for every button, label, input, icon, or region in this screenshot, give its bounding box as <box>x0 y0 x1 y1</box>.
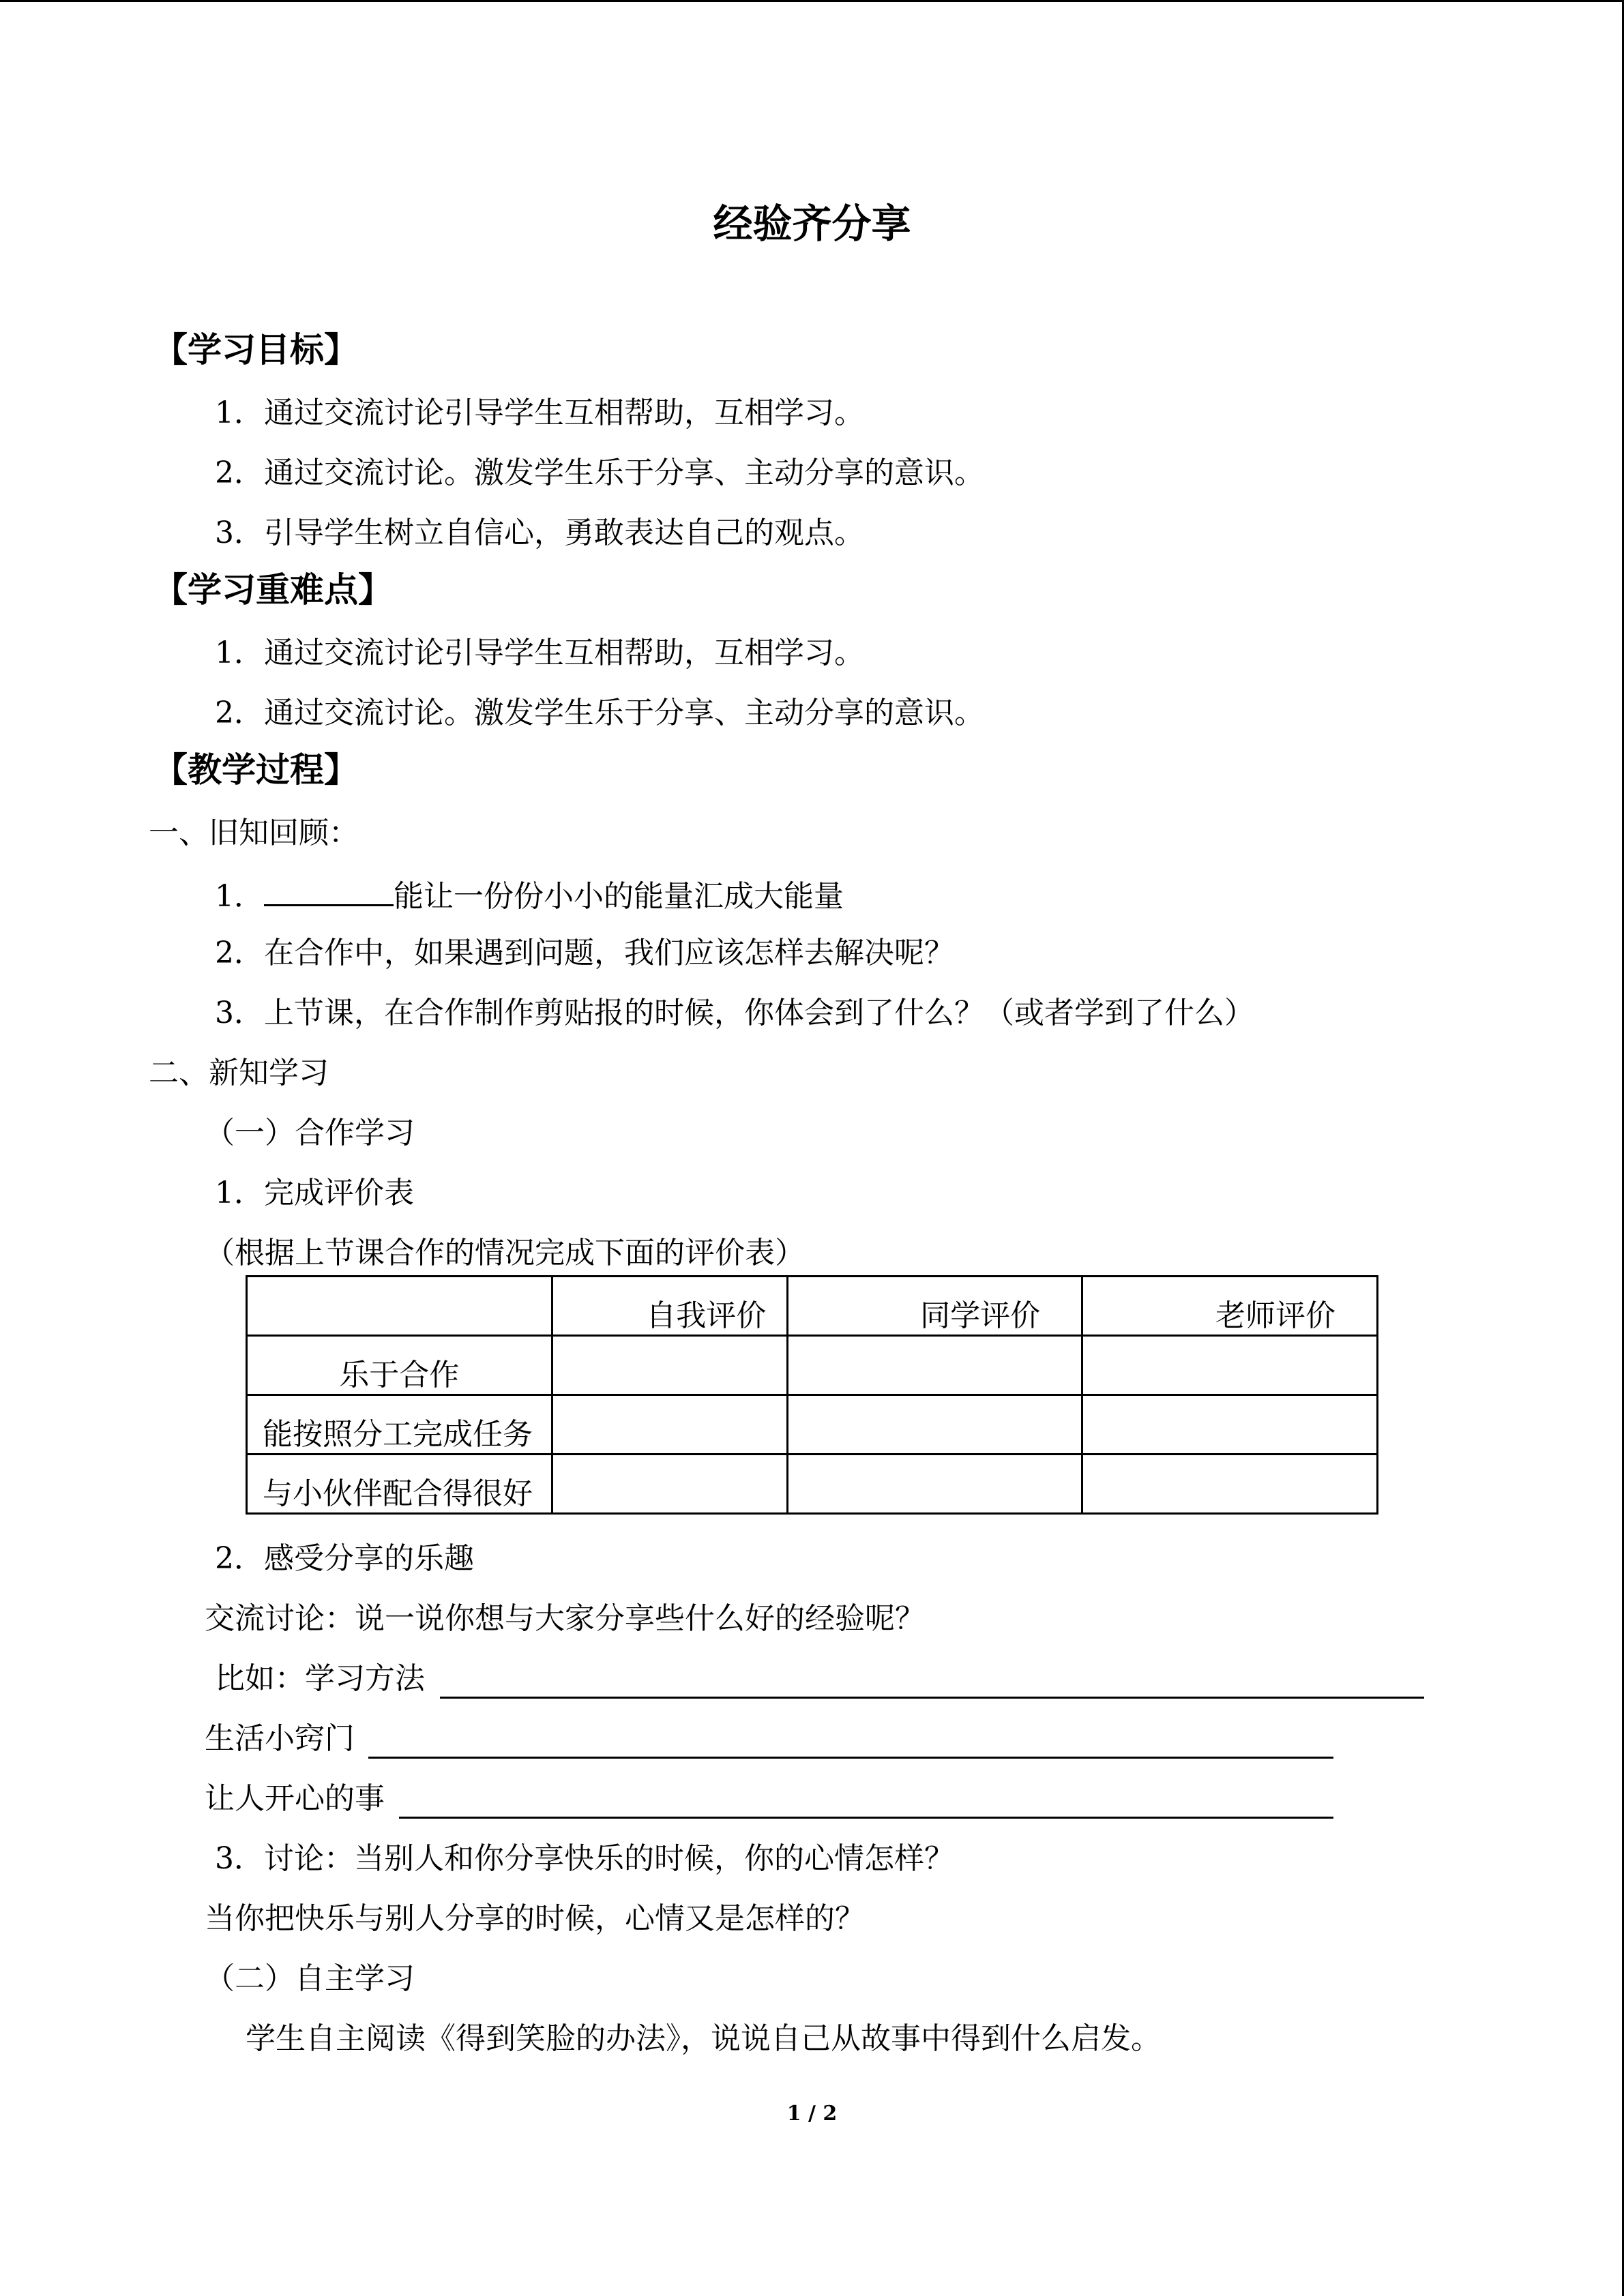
table-row <box>247 1395 1378 1455</box>
cooperative-learning-heading: （一）合作学习 <box>205 1116 415 1150</box>
example-study-methods: 比如：学习方法 <box>215 1661 425 1696</box>
discussion-prompt: 交流讨论：说一说你想与大家分享些什么好的经验呢？ <box>205 1601 925 1636</box>
new-knowledge-heading: 二、新知学习 <box>149 1056 329 1090</box>
evaluation-note: （根据上节课合作的情况完成下面的评价表） <box>205 1236 805 1270</box>
table-cell-self[interactable] <box>552 1455 788 1514</box>
review-question-1-number: 1． <box>215 879 264 914</box>
goal-item-3: 3．引导学生树立自信心，勇敢表达自己的观点。 <box>215 516 864 550</box>
page-number: 1 / 2 <box>786 2102 838 2126</box>
review-question-3: 3．上节课，在合作制作剪贴报的时候，你体会到了什么？（或者学到了什么） <box>215 996 1254 1030</box>
goal-item-2: 2．通过交流讨论。激发学生乐于分享、主动分享的意识。 <box>215 456 984 490</box>
example-happy-things: 让人开心的事 <box>205 1781 385 1816</box>
table-cell-teacher[interactable] <box>1082 1395 1378 1455</box>
key-point-2: 2．通过交流讨论。激发学生乐于分享、主动分享的意识。 <box>215 696 984 730</box>
table-cell-teacher[interactable] <box>1082 1455 1378 1514</box>
evaluation-item: 1．完成评价表 <box>215 1176 414 1210</box>
key-points-heading: 【学习重难点】 <box>153 570 392 610</box>
table-row <box>247 1336 1378 1395</box>
table-row-label: 能按照分工完成任务 <box>247 1395 552 1455</box>
discussion-question-3: 3．讨论：当别人和你分享快乐的时候，你的心情怎样？ <box>215 1841 954 1876</box>
key-point-1: 1．通过交流讨论引导学生互相帮助，互相学习。 <box>215 636 864 670</box>
review-question-2: 2．在合作中，如果遇到问题，我们应该怎样去解决呢？ <box>215 936 954 970</box>
self-learning-heading: （二）自主学习 <box>205 1961 415 1996</box>
table-header-blank <box>247 1277 552 1336</box>
table-header-row <box>247 1277 1378 1336</box>
table-header-teacher: 老师评价 <box>1082 1277 1378 1336</box>
example-study-methods-blank[interactable] <box>440 1697 1424 1699</box>
goal-item-1: 1．通过交流讨论引导学生互相帮助，互相学习。 <box>215 396 864 430</box>
table-cell-teacher[interactable] <box>1082 1336 1378 1395</box>
table-cell-peer[interactable] <box>788 1336 1082 1395</box>
review-heading: 一、旧知回顾： <box>149 816 359 850</box>
table-cell-self[interactable] <box>552 1395 788 1455</box>
table-row-label: 乐于合作 <box>247 1336 552 1395</box>
review-question-1-text: 能让一份份小小的能量汇成大能量 <box>394 879 844 914</box>
self-learning-text: 学生自主阅读《得到笑脸的办法》，说说自己从故事中得到什么启发。 <box>246 2021 1161 2056</box>
table-header-self: 自我评价 <box>552 1277 788 1336</box>
goals-heading: 【学习目标】 <box>153 330 358 370</box>
table-row <box>247 1455 1378 1514</box>
table-header-peer: 同学评价 <box>788 1277 1082 1336</box>
example-life-tips: 生活小窍门 <box>205 1721 355 1756</box>
review-blank[interactable] <box>264 871 394 906</box>
example-life-tips-blank[interactable] <box>368 1757 1333 1759</box>
table-cell-peer[interactable] <box>788 1455 1082 1514</box>
discussion-question-3b: 当你把快乐与别人分享的时候，心情又是怎样的？ <box>205 1901 865 1936</box>
page-top-border <box>0 0 1624 2</box>
review-question-1 <box>215 871 844 919</box>
page-title: 经验齐分享 <box>713 200 911 247</box>
evaluation-table <box>246 1275 1378 1515</box>
process-heading: 【教学过程】 <box>153 750 358 790</box>
table-cell-peer[interactable] <box>788 1395 1082 1455</box>
table-row-label: 与小伙伴配合得很好 <box>247 1455 552 1514</box>
example-happy-things-blank[interactable] <box>399 1817 1333 1819</box>
table-cell-self[interactable] <box>552 1336 788 1395</box>
share-item: 2．感受分享的乐趣 <box>215 1541 474 1576</box>
